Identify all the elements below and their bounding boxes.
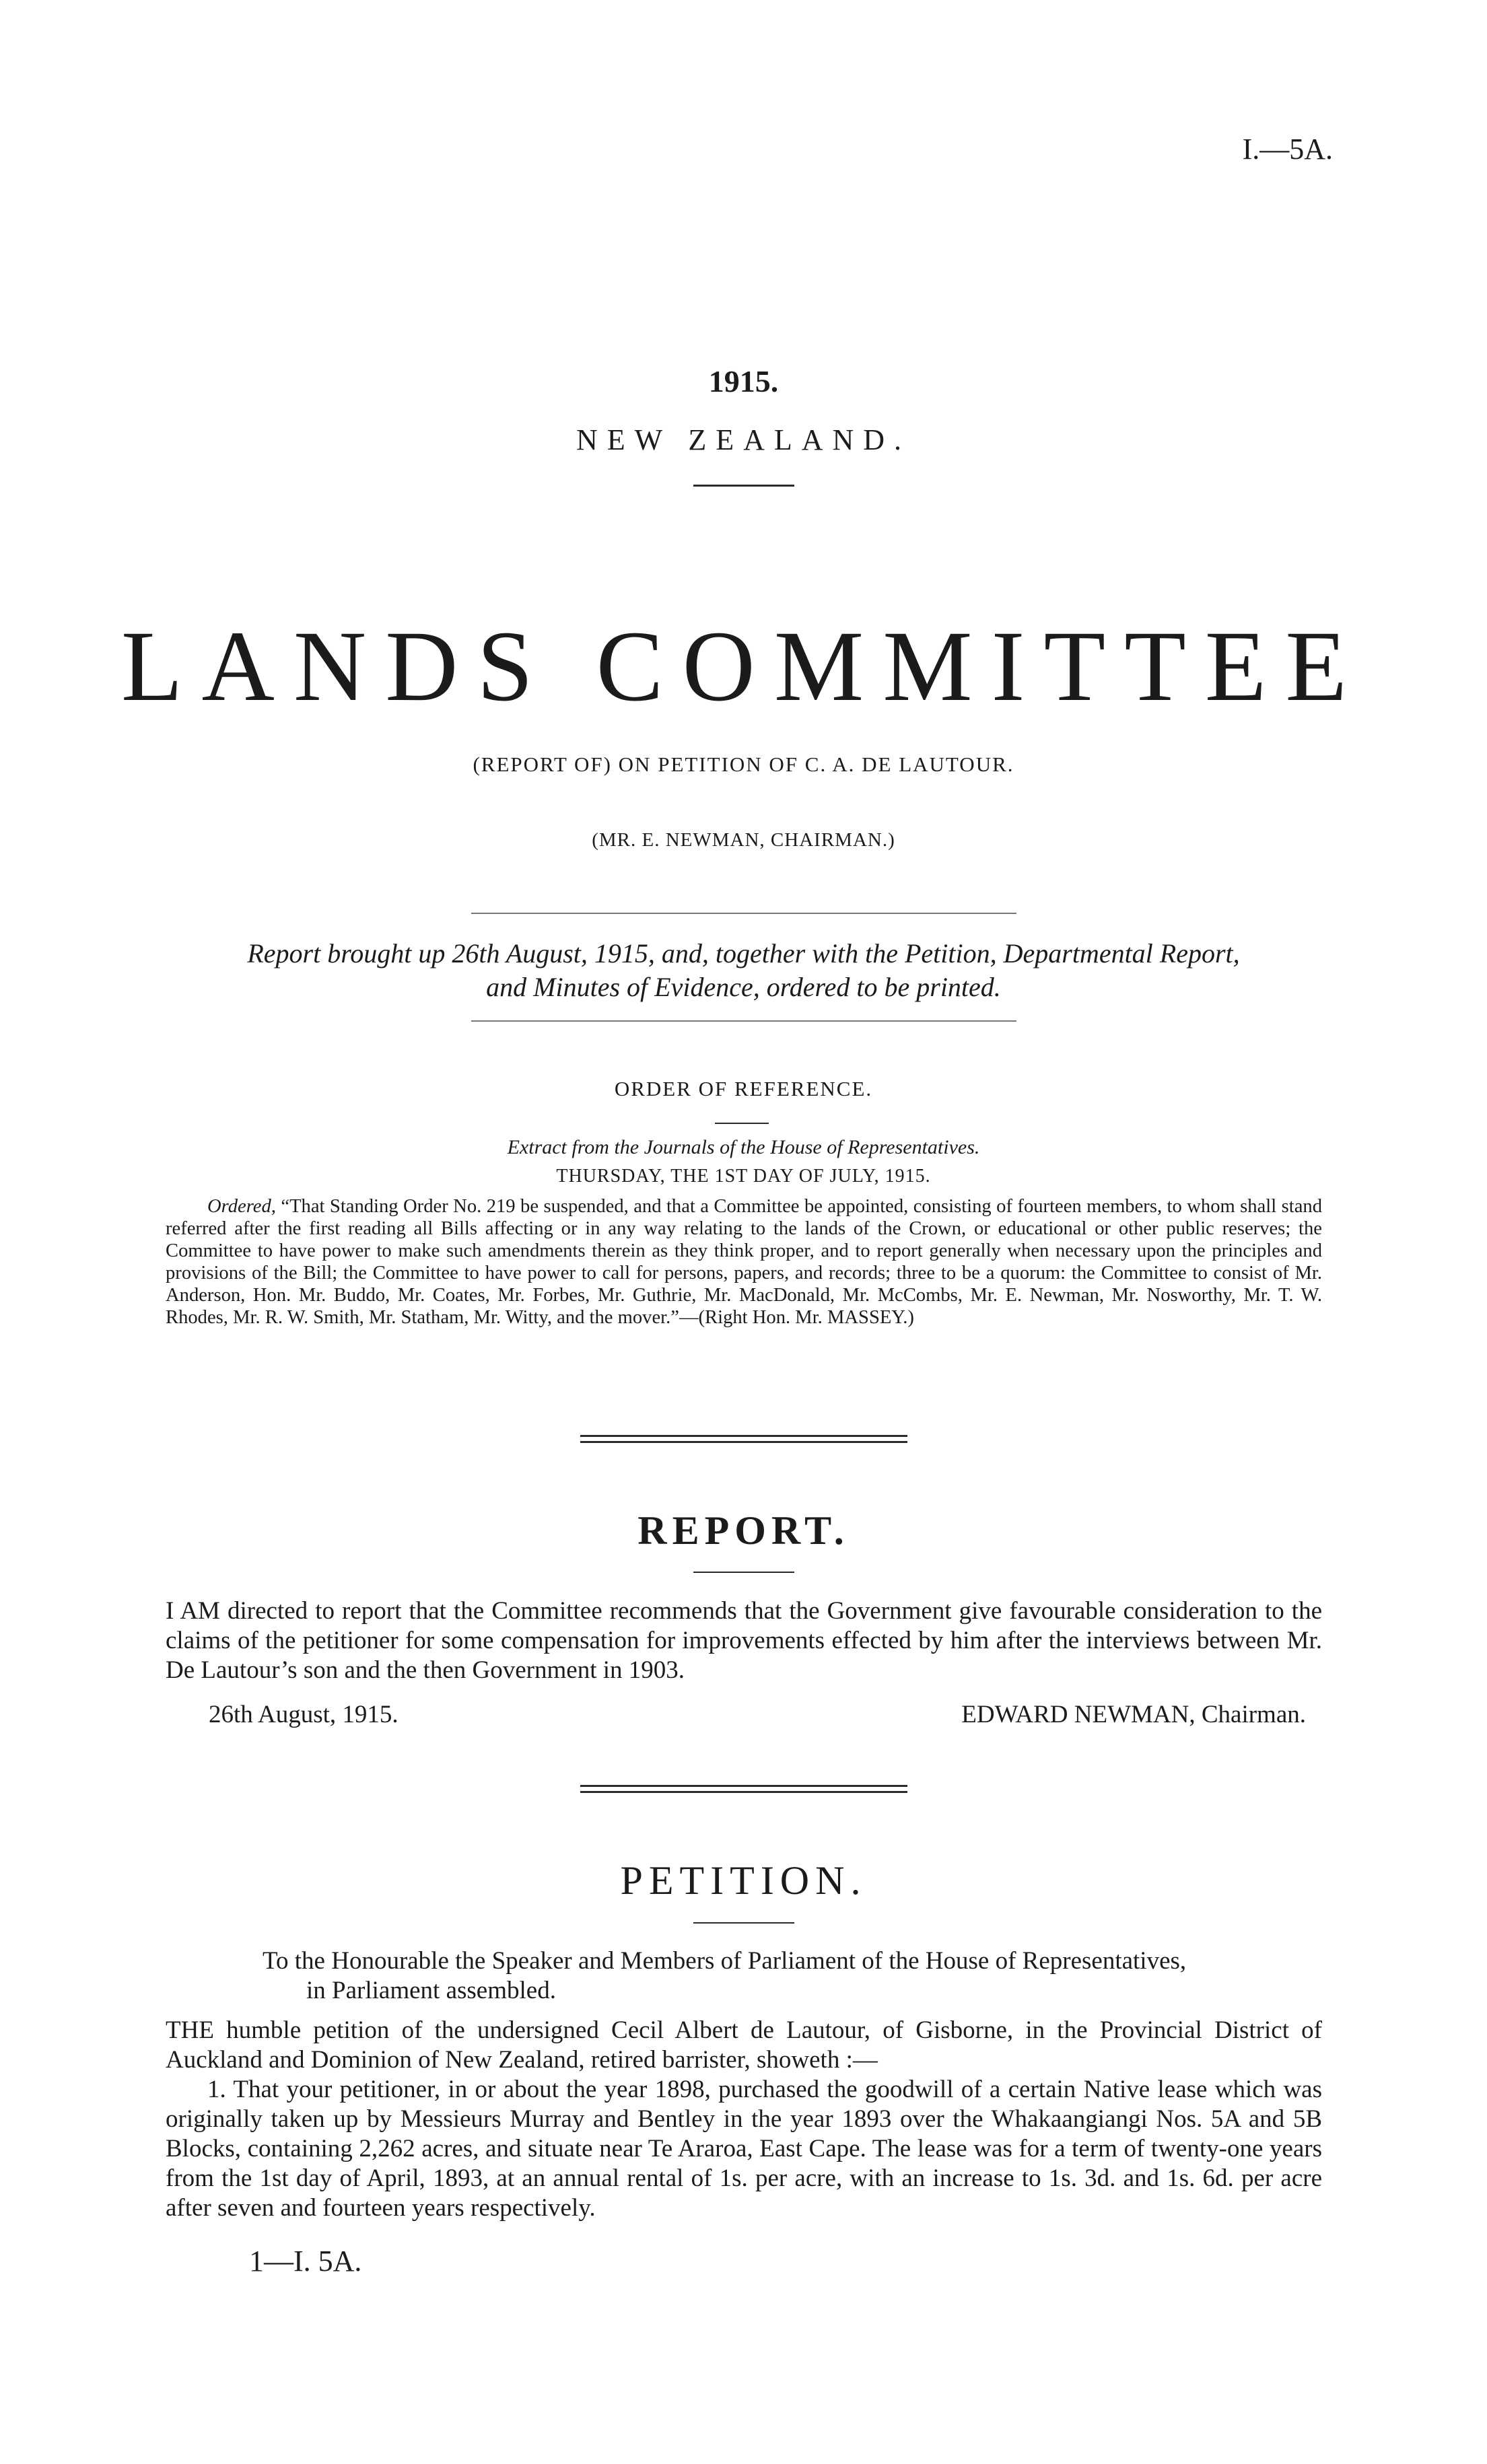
- double-rule: [580, 1441, 907, 1443]
- divider: [715, 1123, 769, 1124]
- chairman-line: (MR. E. NEWMAN, CHAIRMAN.): [592, 829, 895, 851]
- report-signature: EDWARD NEWMAN, Chairman.: [961, 1701, 1306, 1728]
- divider: [471, 1020, 1016, 1022]
- report-text: directed to report that the Committee recommends that the Government give favourable consideration to the claims of the petitioner for some compensation for improvements effected by him after the interviews between Mr. De Lautour’s son and the then Government in 1903.: [166, 1597, 1322, 1684]
- order-text: “That Standing Order No. 219 be suspended, and that a Committee be appointed, consisting of fourteen members, to whom shall stand referred after the first reading all Bills affecting or in any way relating to the lands of the Crown, or educational or other public reserves; the Committee to have power to make such amendments therein as they think proper, and to report generally when necessary upon the principles and provisions of the Bill; the Committee to have power to call for persons, papers, and records; three to be a quorum: the Committee to consist of Mr. Anderson, Hon. Mr. Buddo, Mr. Coates, Mr. Forbes, Mr. Guthrie, Mr. MacDonald, Mr. McCombs, Mr. E. Newman, Mr. Nosworthy, Mr. T. W. Rhodes, Mr. R. W. Smith, Mr. Statham, Mr. Witty, and the mover.”—(Right Hon. Mr. MASSEY.): [166, 1196, 1322, 1328]
- petition-intro: [166, 2016, 1322, 2075]
- petition-intro-text: humble petition of the undersigned Cecil Albert de Lautour, of Gisborne, in the Provincial District of Auckland and Dominion of New Zealand, retired barrister, showeth :—: [166, 2016, 1322, 2074]
- report-body: [166, 1596, 1322, 1685]
- country-title: NEW ZEALAND.: [576, 423, 911, 456]
- report-note: Report brought up 26th August, 1915, and, together with the Petition, Departmental Report,: [247, 938, 1240, 969]
- order-heading: ORDER OF REFERENCE.: [614, 1077, 873, 1100]
- footer-signature-mark: 1—I. 5A.: [249, 2245, 362, 2278]
- petition-address: in Parliament assembled.: [306, 1977, 556, 2004]
- page-reference: I.—5A.: [1242, 133, 1333, 166]
- order-date: THURSDAY, THE 1ST DAY OF JULY, 1915.: [556, 1166, 931, 1187]
- double-rule: [580, 1435, 907, 1437]
- order-body: [166, 1195, 1322, 1329]
- report-note: and Minutes of Evidence, ordered to be printed.: [486, 972, 1001, 1002]
- divider: [693, 485, 794, 487]
- petition-point-1: 1. That your petitioner, in or about the year 1898, purchased the goodwill of a certain Native lease which was originally taken up by Messieurs Murray and Bentley in the year 1893 over the Whakaangiangi Nos. 5A and 5B Blocks, containing 2,262 acres, and situate near Te Araroa, East Cape. The lease was for a term of twenty-one years from the 1st day of April, 1893, at an annual rental of 1s. per acre, with an increase to 1s. 3d. and 1s. 6d. per acre after seven and fourteen years respectively.: [166, 2076, 1322, 2222]
- order-extract: Extract from the Journals of the House of Representatives.: [507, 1136, 980, 1158]
- report-date: 26th August, 1915.: [209, 1701, 399, 1728]
- petition-heading: PETITION.: [620, 1858, 867, 1903]
- double-rule: [580, 1785, 907, 1787]
- ordered-label: Ordered,: [207, 1196, 276, 1217]
- report-lead: I AM: [166, 1597, 220, 1625]
- main-title: LANDS COMMITTEE: [120, 610, 1367, 722]
- divider: [693, 1922, 794, 1924]
- petition-address: To the Honourable the Speaker and Members of Parliament of the House of Representatives,: [263, 1947, 1187, 1975]
- double-rule: [580, 1791, 907, 1793]
- petition-lead: THE: [166, 2016, 214, 2044]
- report-heading: REPORT.: [637, 1508, 850, 1553]
- divider: [693, 1572, 794, 1573]
- subtitle: (REPORT OF) ON PETITION OF C. A. DE LAUTOUR.: [473, 752, 1014, 776]
- year: 1915.: [708, 364, 779, 398]
- divider: [471, 913, 1016, 914]
